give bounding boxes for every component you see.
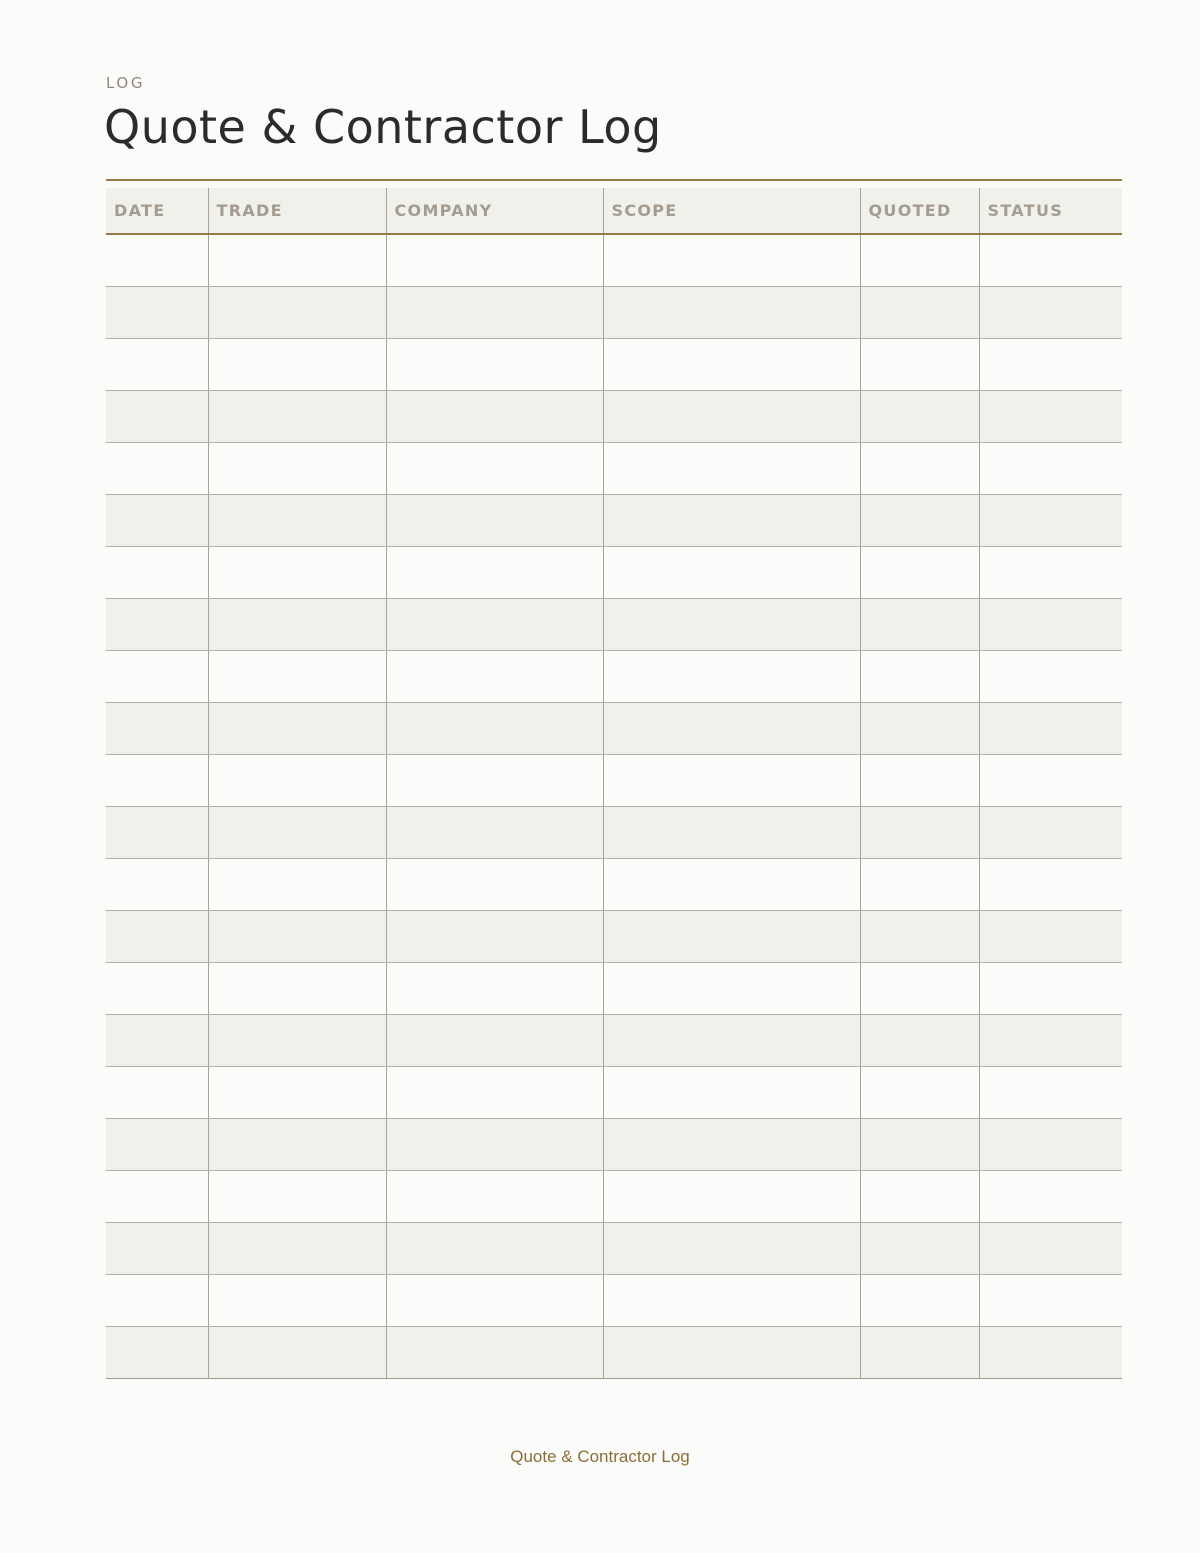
- cell-quoted[interactable]: [860, 494, 979, 546]
- header-row: [106, 188, 1122, 234]
- cell-quoted[interactable]: [860, 1014, 979, 1066]
- cell-scope[interactable]: [603, 1326, 860, 1378]
- table-row: [106, 910, 1122, 962]
- cell-company[interactable]: [386, 910, 603, 962]
- cell-status[interactable]: [979, 806, 1122, 858]
- cell-company[interactable]: [386, 754, 603, 806]
- cell-quoted[interactable]: [860, 598, 979, 650]
- table-row: [106, 962, 1122, 1014]
- table-row: [106, 1118, 1122, 1170]
- cell-company[interactable]: [386, 650, 603, 702]
- cell-scope[interactable]: [603, 1222, 860, 1274]
- table-row: [106, 1274, 1122, 1326]
- cell-quoted[interactable]: [860, 910, 979, 962]
- table-row: [106, 650, 1122, 702]
- cell-date[interactable]: [106, 494, 208, 546]
- cell-status[interactable]: [979, 598, 1122, 650]
- cell-status[interactable]: [979, 702, 1122, 754]
- cell-company[interactable]: [386, 442, 603, 494]
- cell-company[interactable]: [386, 1326, 603, 1378]
- cell-scope[interactable]: [603, 1014, 860, 1066]
- cell-trade[interactable]: [208, 650, 386, 702]
- cell-scope[interactable]: [603, 598, 860, 650]
- cell-date[interactable]: [106, 1014, 208, 1066]
- cell-quoted[interactable]: [860, 1222, 979, 1274]
- cell-status[interactable]: [979, 494, 1122, 546]
- cell-date[interactable]: [106, 910, 208, 962]
- cell-status[interactable]: [979, 1066, 1122, 1118]
- cell-scope[interactable]: [603, 1274, 860, 1326]
- cell-status[interactable]: [979, 1014, 1122, 1066]
- cell-trade[interactable]: [208, 1222, 386, 1274]
- cell-date[interactable]: [106, 286, 208, 338]
- cell-scope[interactable]: [603, 962, 860, 1014]
- table-row: [106, 1170, 1122, 1222]
- cell-date[interactable]: [106, 234, 208, 286]
- cell-status[interactable]: [979, 1274, 1122, 1326]
- cell-trade[interactable]: [208, 1118, 386, 1170]
- cell-status[interactable]: [979, 286, 1122, 338]
- cell-company[interactable]: [386, 494, 603, 546]
- cell-quoted[interactable]: [860, 286, 979, 338]
- cell-scope[interactable]: [603, 910, 860, 962]
- cell-company[interactable]: [386, 962, 603, 1014]
- cell-status[interactable]: [979, 962, 1122, 1014]
- cell-status[interactable]: [979, 1170, 1122, 1222]
- cell-company[interactable]: [386, 702, 603, 754]
- cell-status[interactable]: [979, 754, 1122, 806]
- cell-company[interactable]: [386, 1066, 603, 1118]
- cell-date[interactable]: [106, 1066, 208, 1118]
- column-header-scope: SCOPE: [603, 188, 860, 234]
- cell-trade[interactable]: [208, 1014, 386, 1066]
- cell-date[interactable]: [106, 546, 208, 598]
- log-table-body: [106, 234, 1122, 1378]
- cell-scope[interactable]: [603, 858, 860, 910]
- cell-status[interactable]: [979, 1118, 1122, 1170]
- cell-quoted[interactable]: [860, 1170, 979, 1222]
- cell-quoted[interactable]: [860, 962, 979, 1014]
- column-header-status: STATUS: [979, 188, 1122, 234]
- cell-quoted[interactable]: [860, 806, 979, 858]
- cell-date[interactable]: [106, 650, 208, 702]
- cell-scope[interactable]: [603, 546, 860, 598]
- cell-scope[interactable]: [603, 442, 860, 494]
- cell-trade[interactable]: [208, 546, 386, 598]
- cell-scope[interactable]: [603, 1170, 860, 1222]
- cell-trade[interactable]: [208, 1326, 386, 1378]
- cell-scope[interactable]: [603, 1066, 860, 1118]
- log-table-header: [106, 188, 1122, 234]
- cell-scope[interactable]: [603, 806, 860, 858]
- cell-date[interactable]: [106, 754, 208, 806]
- cell-quoted[interactable]: [860, 1274, 979, 1326]
- cell-trade[interactable]: [208, 1170, 386, 1222]
- cell-company[interactable]: [386, 1014, 603, 1066]
- column-header-trade: TRADE: [208, 188, 386, 234]
- cell-quoted[interactable]: [860, 1066, 979, 1118]
- cell-status[interactable]: [979, 1326, 1122, 1378]
- cell-date[interactable]: [106, 1222, 208, 1274]
- cell-company[interactable]: [386, 598, 603, 650]
- table-row: [106, 286, 1122, 338]
- table-row: [106, 1066, 1122, 1118]
- table-row: [106, 442, 1122, 494]
- cell-company[interactable]: [386, 858, 603, 910]
- log-table: [106, 188, 1122, 1379]
- table-row: [106, 546, 1122, 598]
- table-row: [106, 1326, 1122, 1378]
- cell-quoted[interactable]: [860, 858, 979, 910]
- cell-company[interactable]: [386, 546, 603, 598]
- cell-company[interactable]: [386, 1170, 603, 1222]
- cell-status[interactable]: [979, 1222, 1122, 1274]
- cell-date[interactable]: [106, 442, 208, 494]
- column-header-quoted: QUOTED: [860, 188, 979, 234]
- cell-date[interactable]: [106, 1170, 208, 1222]
- cell-date[interactable]: [106, 702, 208, 754]
- cell-status[interactable]: [979, 442, 1122, 494]
- cell-status[interactable]: [979, 858, 1122, 910]
- cell-trade[interactable]: [208, 1066, 386, 1118]
- cell-quoted[interactable]: [860, 546, 979, 598]
- cell-trade[interactable]: [208, 1274, 386, 1326]
- cell-trade[interactable]: [208, 702, 386, 754]
- cell-company[interactable]: [386, 1222, 603, 1274]
- cell-date[interactable]: [106, 1326, 208, 1378]
- cell-quoted[interactable]: [860, 1118, 979, 1170]
- table-row: [106, 1222, 1122, 1274]
- cell-scope[interactable]: [603, 234, 860, 286]
- cell-status[interactable]: [979, 234, 1122, 286]
- cell-trade[interactable]: [208, 234, 386, 286]
- table-row: [106, 598, 1122, 650]
- cell-quoted[interactable]: [860, 442, 979, 494]
- cell-trade[interactable]: [208, 962, 386, 1014]
- table-row: [106, 858, 1122, 910]
- cell-date[interactable]: [106, 858, 208, 910]
- table-row: [106, 234, 1122, 286]
- cell-trade[interactable]: [208, 754, 386, 806]
- cell-trade[interactable]: [208, 442, 386, 494]
- cell-scope[interactable]: [603, 702, 860, 754]
- cell-date[interactable]: [106, 1274, 208, 1326]
- cell-trade[interactable]: [208, 286, 386, 338]
- cell-company[interactable]: [386, 806, 603, 858]
- cell-company[interactable]: [386, 1274, 603, 1326]
- cell-status[interactable]: [979, 338, 1122, 390]
- page-footer: Quote & Contractor Log: [510, 1447, 690, 1466]
- cell-trade[interactable]: [208, 494, 386, 546]
- cell-date[interactable]: [106, 962, 208, 1014]
- column-header-date: DATE: [106, 188, 208, 234]
- cell-trade[interactable]: [208, 910, 386, 962]
- cell-quoted[interactable]: [860, 754, 979, 806]
- table-row: [106, 1014, 1122, 1066]
- cell-trade[interactable]: [208, 338, 386, 390]
- table-row: [106, 754, 1122, 806]
- section-eyebrow: LOG: [106, 74, 146, 92]
- cell-scope[interactable]: [603, 1118, 860, 1170]
- cell-trade[interactable]: [208, 858, 386, 910]
- cell-status[interactable]: [979, 390, 1122, 442]
- cell-scope[interactable]: [603, 286, 860, 338]
- cell-date[interactable]: [106, 806, 208, 858]
- cell-quoted[interactable]: [860, 650, 979, 702]
- cell-scope[interactable]: [603, 390, 860, 442]
- cell-quoted[interactable]: [860, 234, 979, 286]
- cell-status[interactable]: [979, 910, 1122, 962]
- cell-scope[interactable]: [603, 650, 860, 702]
- cell-trade[interactable]: [208, 806, 386, 858]
- cell-quoted[interactable]: [860, 390, 979, 442]
- cell-company[interactable]: [386, 234, 603, 286]
- cell-status[interactable]: [979, 546, 1122, 598]
- table-row: [106, 494, 1122, 546]
- cell-scope[interactable]: [603, 338, 860, 390]
- table-row: [106, 338, 1122, 390]
- cell-trade[interactable]: [208, 598, 386, 650]
- cell-scope[interactable]: [603, 754, 860, 806]
- cell-date[interactable]: [106, 338, 208, 390]
- column-header-company: COMPANY: [386, 188, 603, 234]
- cell-quoted[interactable]: [860, 1326, 979, 1378]
- cell-company[interactable]: [386, 1118, 603, 1170]
- cell-date[interactable]: [106, 390, 208, 442]
- cell-company[interactable]: [386, 338, 603, 390]
- cell-trade[interactable]: [208, 390, 386, 442]
- table-row: [106, 390, 1122, 442]
- cell-date[interactable]: [106, 1118, 208, 1170]
- cell-status[interactable]: [979, 650, 1122, 702]
- cell-date[interactable]: [106, 598, 208, 650]
- page-title: Quote & Contractor Log: [104, 100, 662, 154]
- cell-quoted[interactable]: [860, 702, 979, 754]
- cell-company[interactable]: [386, 286, 603, 338]
- title-divider: [106, 179, 1122, 181]
- table-row: [106, 806, 1122, 858]
- cell-quoted[interactable]: [860, 338, 979, 390]
- cell-scope[interactable]: [603, 494, 860, 546]
- table-row: [106, 702, 1122, 754]
- cell-company[interactable]: [386, 390, 603, 442]
